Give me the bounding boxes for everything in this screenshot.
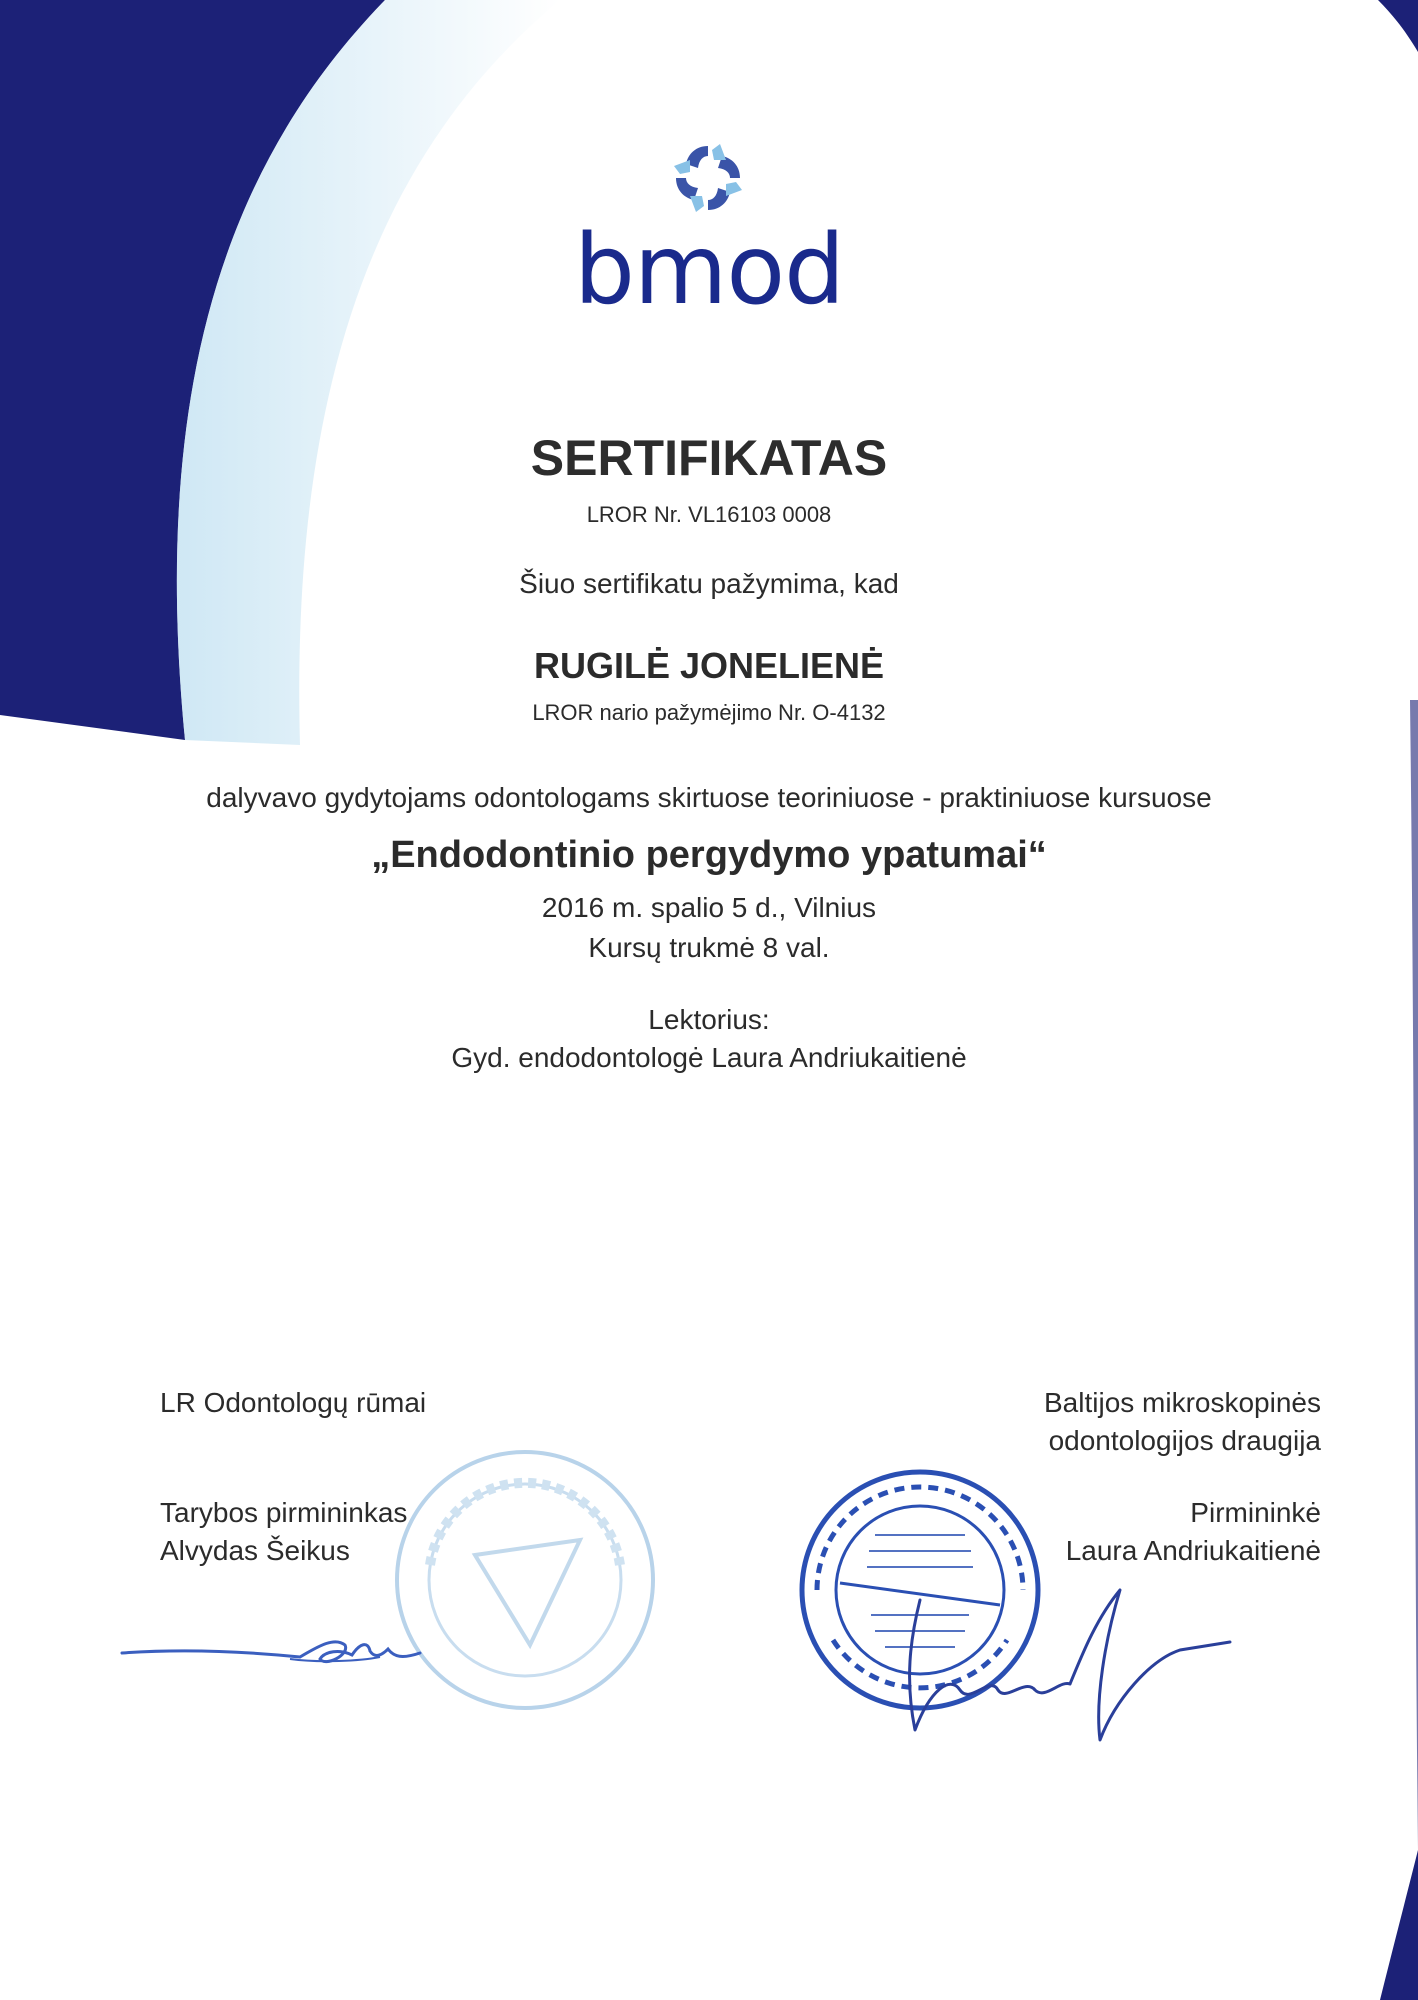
right-organization-line2: odontologijos draugija — [1048, 1425, 1321, 1456]
certificate-title: SERTIFIKATAS — [530, 430, 888, 486]
right-signatory-role: Pirmininkė — [1190, 1497, 1321, 1528]
certificate-number: LROR Nr. VL16103 0008 — [586, 502, 832, 527]
participation-text: dalyvavo gydytojams odontologams skirtuose teoriniuose - praktiniuose kursuose — [206, 782, 1212, 813]
left-signatory-name: Alvydas Šeikus — [160, 1535, 350, 1566]
right-signatory-name: Laura Andriukaitienė — [1065, 1535, 1321, 1566]
lecturer-name: Gyd. endodontologė Laura Andriukaitienė — [451, 1042, 967, 1073]
left-signatory-role: Tarybos pirmininkas — [160, 1497, 408, 1528]
bottom-right-navy — [1380, 1850, 1418, 2000]
left-organization: LR Odontologų rūmai — [160, 1387, 427, 1418]
top-right-navy-corner — [1378, 0, 1418, 52]
course-date: 2016 m. spalio 5 d., Vilnius — [541, 892, 877, 923]
course-duration: Kursų trukmė 8 val. — [588, 932, 830, 963]
logo-wordmark: bmod — [573, 214, 845, 326]
pinwheel-logo-icon — [668, 138, 748, 218]
left-round-seal-stamp — [390, 1445, 660, 1715]
right-organization-line1: Baltijos mikroskopinės — [1044, 1387, 1321, 1418]
left-handwritten-signature — [120, 1615, 430, 1685]
member-number: LROR nario pažymėjimo Nr. O-4132 — [532, 700, 886, 725]
right-organization — [1044, 1384, 1321, 1460]
recipient-name: RUGILĖ JONELIENĖ — [533, 645, 885, 686]
lecturer-label: Lektorius: — [648, 1004, 770, 1035]
right-handwritten-signature — [880, 1580, 1240, 1750]
course-title: „Endodontinio pergydymo ypatumai“ — [371, 834, 1047, 876]
certificate-intro: Šiuo sertifikatu pažymima, kad — [519, 568, 899, 599]
